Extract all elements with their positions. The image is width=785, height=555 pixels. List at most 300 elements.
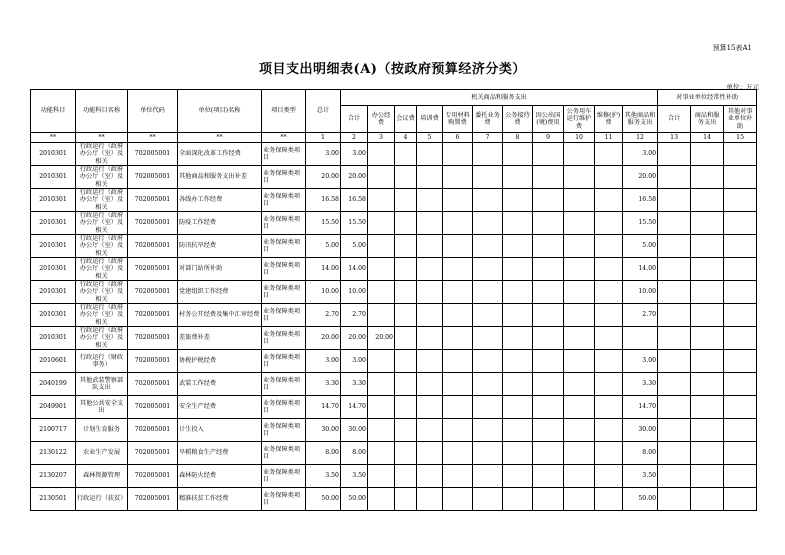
repair-cell [595,350,623,373]
func-name-cell: 行政运行（政府办公厅（室）及相关 [76,143,128,166]
unit-name-cell: 村务公开经费及集中汇审经费 [178,304,262,327]
total-cell: 14.00 [306,258,341,281]
office-cell [368,304,395,327]
subtotal-cell: 20.00 [341,327,368,350]
project-type-cell: 业务保障类项目 [262,327,306,350]
training-cell [417,212,443,235]
column-index-cell: 11 [595,133,623,143]
meeting-cell [395,327,417,350]
vehicle-cell [564,350,595,373]
project-type-cell: 业务保障类项目 [262,166,306,189]
abroad-cell [533,465,564,488]
repair-cell [595,304,623,327]
meeting-cell [395,281,417,304]
other-goods-cell: 3.50 [623,465,658,488]
sub-goods-cell [691,189,724,212]
unit-code-cell: 702005001 [128,465,178,488]
sub-goods-cell [691,396,724,419]
commission-cell [473,419,503,442]
materials-cell [443,327,473,350]
subtotal-cell: 20.00 [341,166,368,189]
func-code-cell: 2010301 [31,189,76,212]
commission-cell [473,373,503,396]
header-reception: 公务接待费 [503,106,533,133]
column-index-cell: 12 [623,133,658,143]
func-name-cell: 农业生产发展 [76,442,128,465]
abroad-cell [533,419,564,442]
table-row [31,488,757,511]
project-type-cell: 业务保障类项目 [262,488,306,511]
office-cell [368,465,395,488]
unit-code-cell: 702005001 [128,235,178,258]
project-type-cell: 业务保障类项目 [262,235,306,258]
header-sub-total: 合计 [658,106,691,133]
table-row [31,465,757,488]
func-name-cell: 森林资源管理 [76,465,128,488]
column-index-cell: 2 [341,133,368,143]
func-code-cell: 2040199 [31,373,76,396]
header-project-type: 项目类型 [262,90,306,133]
other-goods-cell: 5.00 [623,235,658,258]
table-body [31,143,757,511]
header-total: 总计 [306,90,341,133]
column-index-cell: 7 [473,133,503,143]
total-cell: 3.00 [306,143,341,166]
unit-label: 单位：万元 [726,83,759,91]
unit-name-cell: 防汛抗旱经费 [178,235,262,258]
sub-goods-cell [691,465,724,488]
subtotal-cell: 14.70 [341,396,368,419]
office-cell [368,189,395,212]
header-func-name: 功能科目名称 [76,90,128,133]
column-index-cell: 8 [503,133,533,143]
sub-goods-cell [691,327,724,350]
meeting-cell [395,166,417,189]
total-cell: 3.00 [306,350,341,373]
unit-name-cell: 党建组织工作经费 [178,281,262,304]
vehicle-cell [564,258,595,281]
abroad-cell [533,373,564,396]
total-cell: 3.30 [306,373,341,396]
sub-total-cell [658,281,691,304]
abroad-cell [533,189,564,212]
unit-name-cell: 全面深化改革工作经费 [178,143,262,166]
other-goods-cell: 14.00 [623,258,658,281]
repair-cell [595,281,623,304]
sub-total-cell [658,235,691,258]
header-goods-services-group: 机关商品和服务支出 [341,90,658,106]
repair-cell [595,166,623,189]
func-name-cell: 行政运行（政府办公厅（室）及相关 [76,235,128,258]
materials-cell [443,373,473,396]
project-type-cell: 业务保障类项目 [262,258,306,281]
table-row [31,189,757,212]
func-code-cell: 2010301 [31,304,76,327]
other-goods-cell: 20.00 [623,166,658,189]
vehicle-cell [564,396,595,419]
meeting-cell [395,350,417,373]
vehicle-cell [564,327,595,350]
table-row [31,281,757,304]
sub-other-cell [724,212,757,235]
unit-code-cell: 702005001 [128,189,178,212]
vehicle-cell [564,189,595,212]
sub-other-cell [724,488,757,511]
project-type-cell: 业务保障类项目 [262,419,306,442]
column-index-cell: 3 [368,133,395,143]
repair-cell [595,373,623,396]
commission-cell [473,281,503,304]
unit-code-cell: 702005001 [128,143,178,166]
materials-cell [443,396,473,419]
materials-cell [443,166,473,189]
meeting-cell [395,442,417,465]
sub-other-cell [724,189,757,212]
header-materials: 专用材料购置费 [443,106,473,133]
table-row [31,373,757,396]
training-cell [417,304,443,327]
func-code-cell: 2010301 [31,258,76,281]
header-office: 办公经费 [368,106,395,133]
column-index-cell: ** [262,133,306,143]
header-func-code: 功能科目 [31,90,76,133]
unit-name-cell: 计生投入 [178,419,262,442]
unit-name-cell: 其他商品和服务支出补差 [178,166,262,189]
other-goods-cell: 30.00 [623,419,658,442]
total-cell: 10.00 [306,281,341,304]
abroad-cell [533,281,564,304]
reception-cell [503,258,533,281]
abroad-cell [533,488,564,511]
other-goods-cell: 3.00 [623,143,658,166]
project-type-cell: 业务保障类项目 [262,442,306,465]
column-index-cell: ** [31,133,76,143]
reception-cell [503,235,533,258]
other-goods-cell: 15.50 [623,212,658,235]
sub-other-cell [724,350,757,373]
reception-cell [503,327,533,350]
sub-total-cell [658,350,691,373]
sub-other-cell [724,304,757,327]
meeting-cell [395,465,417,488]
repair-cell [595,419,623,442]
vehicle-cell [564,373,595,396]
project-type-cell: 业务保障类项目 [262,143,306,166]
header-unit-code: 单位代码 [128,90,178,133]
header-abroad: 因公出国(境)费用 [533,106,564,133]
vehicle-cell [564,304,595,327]
total-cell: 5.00 [306,235,341,258]
reception-cell [503,396,533,419]
subtotal-cell: 30.00 [341,419,368,442]
reception-cell [503,281,533,304]
unit-code-cell: 702005001 [128,304,178,327]
commission-cell [473,212,503,235]
training-cell [417,143,443,166]
repair-cell [595,235,623,258]
subtotal-cell: 3.50 [341,465,368,488]
reception-cell [503,350,533,373]
training-cell [417,235,443,258]
reception-cell [503,166,533,189]
commission-cell [473,189,503,212]
sub-goods-cell [691,304,724,327]
meeting-cell [395,258,417,281]
repair-cell [595,465,623,488]
sub-goods-cell [691,350,724,373]
project-type-cell: 业务保障类项目 [262,189,306,212]
commission-cell [473,327,503,350]
commission-cell [473,166,503,189]
sub-goods-cell [691,281,724,304]
materials-cell [443,350,473,373]
total-cell: 16.58 [306,189,341,212]
sub-other-cell [724,235,757,258]
sub-goods-cell [691,166,724,189]
vehicle-cell [564,442,595,465]
reception-cell [503,373,533,396]
training-cell [417,258,443,281]
office-cell [368,166,395,189]
func-name-cell: 行政运行（政府办公厅（室）及相关 [76,258,128,281]
abroad-cell [533,396,564,419]
abroad-cell [533,304,564,327]
column-index-cell: ** [128,133,178,143]
func-name-cell: 行政运行（政府办公厅（室）及相关 [76,189,128,212]
vehicle-cell [564,235,595,258]
unit-code-cell: 702005001 [128,373,178,396]
header-vehicle: 公务用车运行维护费 [564,106,595,133]
sub-total-cell [658,465,691,488]
func-code-cell: 2100717 [31,419,76,442]
project-type-cell: 业务保障类项目 [262,212,306,235]
subtotal-cell: 16.58 [341,189,368,212]
unit-name-cell: 防疫工作经费 [178,212,262,235]
table-row [31,419,757,442]
column-index-cell: 5 [417,133,443,143]
sub-total-cell [658,189,691,212]
header-commission: 委托业务费 [473,106,503,133]
unit-name-cell: 协税护税经费 [178,350,262,373]
training-cell [417,373,443,396]
sub-other-cell [724,327,757,350]
training-cell [417,488,443,511]
meeting-cell [395,488,417,511]
column-index-cell: 14 [691,133,724,143]
sub-goods-cell [691,488,724,511]
sub-other-cell [724,143,757,166]
repair-cell [595,258,623,281]
repair-cell [595,396,623,419]
office-cell [368,488,395,511]
meeting-cell [395,212,417,235]
func-code-cell: 2010601 [31,350,76,373]
vehicle-cell [564,212,595,235]
column-index-cell: 9 [533,133,564,143]
materials-cell [443,304,473,327]
abroad-cell [533,235,564,258]
sub-total-cell [658,419,691,442]
sub-total-cell [658,327,691,350]
unit-name-cell: 旱稻粮食生产经费 [178,442,262,465]
other-goods-cell: 2.70 [623,304,658,327]
training-cell [417,419,443,442]
reception-cell [503,304,533,327]
vehicle-cell [564,281,595,304]
vehicle-cell [564,488,595,511]
office-cell [368,281,395,304]
vehicle-cell [564,166,595,189]
header-subsidy-group: 对事业单位经常性补助 [658,90,757,106]
reception-cell [503,419,533,442]
project-type-cell: 业务保障类项目 [262,281,306,304]
unit-code-cell: 702005001 [128,166,178,189]
sub-total-cell [658,166,691,189]
sub-total-cell [658,488,691,511]
unit-name-cell: 武装工作经费 [178,373,262,396]
meeting-cell [395,419,417,442]
training-cell [417,442,443,465]
sub-total-cell [658,373,691,396]
column-index-cell: 1 [306,133,341,143]
subtotal-cell: 2.70 [341,304,368,327]
func-code-cell: 2010301 [31,235,76,258]
unit-code-cell: 702005001 [128,442,178,465]
total-cell: 15.50 [306,212,341,235]
project-type-cell: 业务保障类项目 [262,373,306,396]
column-index-cell: 4 [395,133,417,143]
project-type-cell: 业务保障类项目 [262,304,306,327]
other-goods-cell [623,327,658,350]
header-repair: 维修(护)费 [595,106,623,133]
table-row [31,235,757,258]
form-code-label: 预算15表A1 [712,44,752,52]
project-type-cell: 业务保障类项目 [262,465,306,488]
reception-cell [503,442,533,465]
training-cell [417,327,443,350]
unit-name-cell: 安全生产经费 [178,396,262,419]
materials-cell [443,442,473,465]
other-goods-cell: 14.70 [623,396,658,419]
unit-code-cell: 702005001 [128,258,178,281]
sub-other-cell [724,281,757,304]
table-row [31,304,757,327]
sub-goods-cell [691,373,724,396]
func-name-cell: 行政运行（政府办公厅（室）及相关 [76,212,128,235]
table-row [31,327,757,350]
materials-cell [443,212,473,235]
expenditure-table [30,89,757,511]
func-name-cell: 行政运行（政府办公厅（室）及相关 [76,281,128,304]
sub-total-cell [658,212,691,235]
sub-other-cell [724,465,757,488]
total-cell: 30.00 [306,419,341,442]
header-subtotal: 合计 [341,106,368,133]
func-name-cell: 计划生育服务 [76,419,128,442]
total-cell: 2.70 [306,304,341,327]
office-cell [368,419,395,442]
abroad-cell [533,258,564,281]
column-index-cell: 6 [443,133,473,143]
unit-code-cell: 702005001 [128,419,178,442]
header-training: 培训费 [417,106,443,133]
header-sub-goods: 商品和服务支出 [691,106,724,133]
commission-cell [473,258,503,281]
training-cell [417,166,443,189]
func-name-cell: 行政运行（政府办公厅（室）及相关 [76,304,128,327]
total-cell: 3.50 [306,465,341,488]
meeting-cell [395,396,417,419]
materials-cell [443,419,473,442]
reception-cell [503,488,533,511]
table-row [31,442,757,465]
func-code-cell: 2130501 [31,488,76,511]
func-code-cell: 2010301 [31,212,76,235]
subtotal-cell: 10.00 [341,281,368,304]
repair-cell [595,442,623,465]
sub-total-cell [658,442,691,465]
sub-total-cell [658,258,691,281]
table-row [31,212,757,235]
abroad-cell [533,350,564,373]
commission-cell [473,143,503,166]
other-goods-cell: 10.00 [623,281,658,304]
office-cell [368,373,395,396]
materials-cell [443,258,473,281]
column-index-cell: ** [76,133,128,143]
subtotal-cell: 3.30 [341,373,368,396]
office-cell: 20.00 [368,327,395,350]
training-cell [417,465,443,488]
other-goods-cell: 3.00 [623,350,658,373]
office-cell [368,396,395,419]
commission-cell [473,465,503,488]
unit-code-cell: 702005001 [128,350,178,373]
office-cell [368,143,395,166]
func-name-cell: 其他公共安全支出 [76,396,128,419]
total-cell: 14.70 [306,396,341,419]
unit-code-cell: 702005001 [128,212,178,235]
column-index-cell: 10 [564,133,595,143]
func-code-cell: 2049901 [31,396,76,419]
header-sub-other: 其他对事业单位补助 [724,106,757,133]
other-goods-cell: 50.00 [623,488,658,511]
func-code-cell: 2130207 [31,465,76,488]
sub-goods-cell [691,212,724,235]
other-goods-cell: 16.58 [623,189,658,212]
subtotal-cell: 3.00 [341,350,368,373]
office-cell [368,350,395,373]
training-cell [417,281,443,304]
func-name-cell: 行政运行（财政事务） [76,350,128,373]
unit-name-cell: 精准扶贫工作经费 [178,488,262,511]
subtotal-cell: 15.50 [341,212,368,235]
reception-cell [503,212,533,235]
subtotal-cell: 8.00 [341,442,368,465]
func-code-cell: 2130122 [31,442,76,465]
commission-cell [473,442,503,465]
total-cell: 20.00 [306,327,341,350]
office-cell [368,235,395,258]
commission-cell [473,235,503,258]
meeting-cell [395,235,417,258]
materials-cell [443,143,473,166]
unit-code-cell: 702005001 [128,396,178,419]
header-meeting: 会议费 [395,106,417,133]
repair-cell [595,143,623,166]
unit-name-cell: 森林防火经费 [178,465,262,488]
table-row [31,396,757,419]
